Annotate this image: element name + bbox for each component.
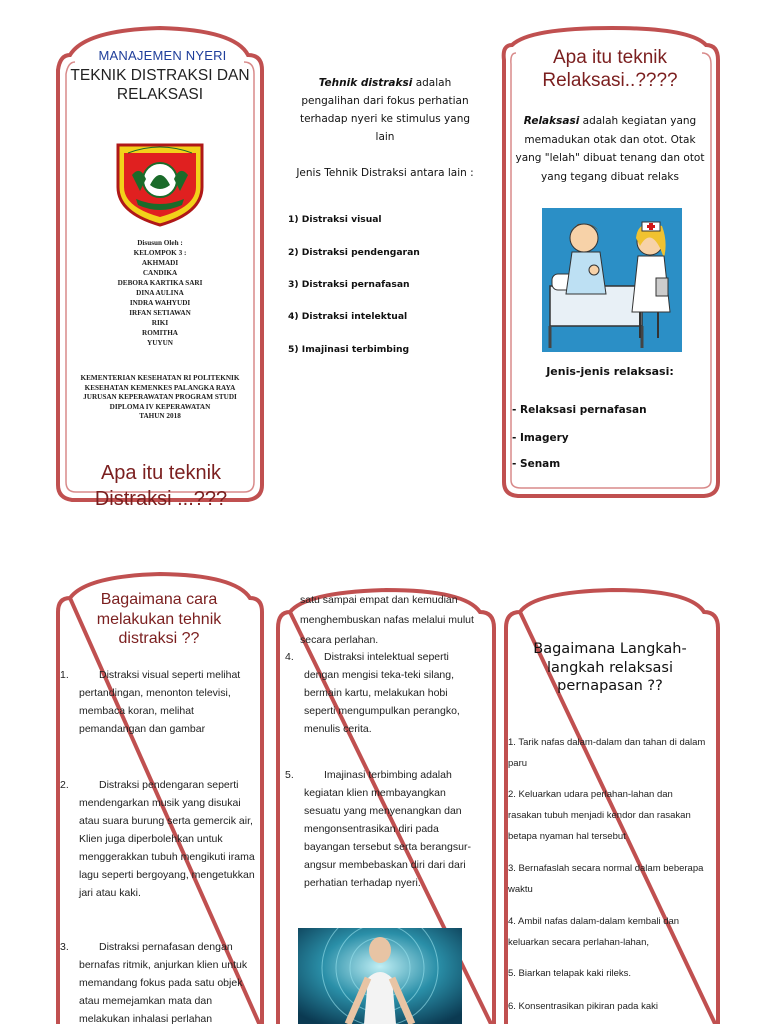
distraction-question: Apa itu teknik Distraksi ...???	[94, 462, 228, 510]
distraction-definition	[290, 74, 480, 146]
distraction-type-item: 4) Distraksi intelektual	[288, 311, 408, 322]
author-line: CANDIKA	[142, 269, 178, 277]
distraction-step	[60, 938, 260, 1028]
brochure-subtitle: MANAJEMEN NYERI	[98, 48, 227, 63]
continued-text: satu sampai empat dan kemudian menghembuskan nafas melalui mulut secara perlahan.	[300, 594, 474, 646]
relaxation-type-item: - Senam	[512, 458, 561, 470]
relaxation-definition	[515, 112, 705, 186]
institution-block	[75, 374, 245, 422]
definition-term: Tehnik distraksi	[318, 77, 413, 89]
relaxation-types-heading: Jenis-jenis relaksasi:	[546, 365, 674, 378]
step-text: Distraksi visual seperti melihat pertandingan, menonton televisi, membaca koran, melihat pemandangan dan gambar	[79, 669, 241, 735]
distraction-type-item: 3) Distraksi pernafasan	[288, 279, 410, 290]
breathing-step: 1. Tarik nafas dalam-dalam dan tahan di dalam paru	[508, 737, 706, 769]
step-number: 5.	[285, 769, 294, 781]
institution-line: TAHUN 2018	[139, 412, 181, 421]
breathing-steps-heading: Bagaimana Langkah-langkah relaksasi pernapasan ??	[533, 641, 687, 694]
definition-text: adalah kegiatan yang memadukan otak dan otot. Otak yang "lelah" dibuat tenang dan otot yang tegang dibuat relaks	[515, 115, 705, 183]
distraction-step	[285, 766, 475, 892]
author-line: Disusun Oleh :	[137, 239, 183, 247]
step-number: 3.	[60, 941, 69, 953]
step-number: 4.	[285, 651, 294, 663]
institution-line: DIPLOMA IV KEPERAWATAN	[109, 402, 211, 411]
nurse-patient-illustration	[542, 208, 682, 352]
relaxation-question: Apa itu teknik Relaksasi..????	[542, 47, 678, 91]
step-text: Distraksi pendengaran seperti mendengarkan musik yang disukai atau suara burung serta gemercik air, Klien juga diperbolehkan untuk menggerakkan tubuh mengikuti irama lagu seperti bergoyang, mengetukkan jari atau kaki.	[79, 779, 255, 899]
institution-line: KEMENTERIAN KESEHATAN RI POLITEKNIK	[80, 374, 240, 382]
relaxation-type-item: - Relaksasi pernafasan	[512, 404, 647, 416]
author-line: IRFAN SETIAWAN	[129, 309, 191, 317]
breathing-step: 6. Konsentrasikan pikiran pada kaki	[508, 1001, 658, 1012]
author-line: KELOMPOK 3 :	[133, 249, 187, 257]
distraction-step	[60, 666, 260, 738]
step-text: Imajinasi terbimbing adalah kegiatan klien membayangkan sesuatu yang menyenangkan dan mengonsentrasikan diri pada bayangan tersebut serta berangsur-angsur membebaskan diri dari dari perhatian terhadap nyeri.	[304, 769, 471, 889]
author-line: ROMITHA	[142, 329, 178, 337]
definition-term: Relaksasi	[523, 115, 580, 127]
author-line: YUYUN	[147, 339, 173, 347]
meditation-photo	[298, 928, 462, 1024]
author-line: AKHMADI	[141, 259, 179, 267]
distraction-types-heading: Jenis Tehnik Distraksi antara lain :	[296, 167, 474, 179]
polytechnic-logo	[110, 135, 210, 227]
institution-line: JURUSAN KEPERAWATAN PROGRAM STUDI	[83, 393, 237, 402]
step-text: Distraksi pernafasan dengan bernafas ritmik, anjurkan klien untuk memandang fokus pada satu objek atau memejamkan mata dan melakukan inhalasi perlahan	[79, 941, 248, 1025]
institution-line: KESEHATAN KEMENKES PALANGKA RAYA	[84, 383, 236, 392]
breathing-step: 3. Bernafaslah secara normal dalam beberapa waktu	[508, 863, 704, 895]
relaxation-type-item: - Imagery	[512, 432, 569, 444]
distraction-step	[285, 648, 475, 738]
author-line: RIKI	[151, 319, 169, 327]
author-line: DINA AULINA	[136, 289, 184, 297]
author-line: DEBORA KARTIKA SARI	[117, 279, 203, 287]
distraction-type-item: 2) Distraksi pendengaran	[288, 247, 420, 258]
brochure-title: TEKNIK DISTRAKSI DAN RELAKSASI	[70, 67, 250, 103]
step-number: 2.	[60, 779, 69, 791]
distraction-type-item: 5) Imajinasi terbimbing	[288, 344, 410, 355]
step-text: Distraksi intelektual seperti dengan mengisi teka-teki silang, bermain kartu, melakukan hobi seperti mengumpulkan perangko, menulis cerita.	[304, 651, 460, 735]
author-line: INDRA WAHYUDI	[129, 299, 191, 307]
distraction-step	[60, 776, 260, 902]
step-number: 1.	[60, 669, 69, 681]
breathing-step: 5. Biarkan telapak kaki rileks.	[508, 968, 632, 979]
breathing-step: 2. Keluarkan udara perlahan-lahan dan rasakan tubuh menjadi kendor dan rasakan betapa nyaman hal tersebut	[508, 789, 691, 842]
distraction-type-item: 1) Distraksi visual	[288, 214, 382, 225]
definition-text: adalah pengalihan dari fokus perhatian terhadap nyeri ke stimulus yang lain	[299, 77, 471, 143]
author-list	[80, 238, 240, 348]
how-to-distraction-heading: Bagaimana cara melakukan tehnik distraksi ??	[96, 591, 222, 647]
breathing-step: 4. Ambil nafas dalam-dalam kembali dan keluarkan secara perlahan-lahan,	[508, 916, 680, 948]
